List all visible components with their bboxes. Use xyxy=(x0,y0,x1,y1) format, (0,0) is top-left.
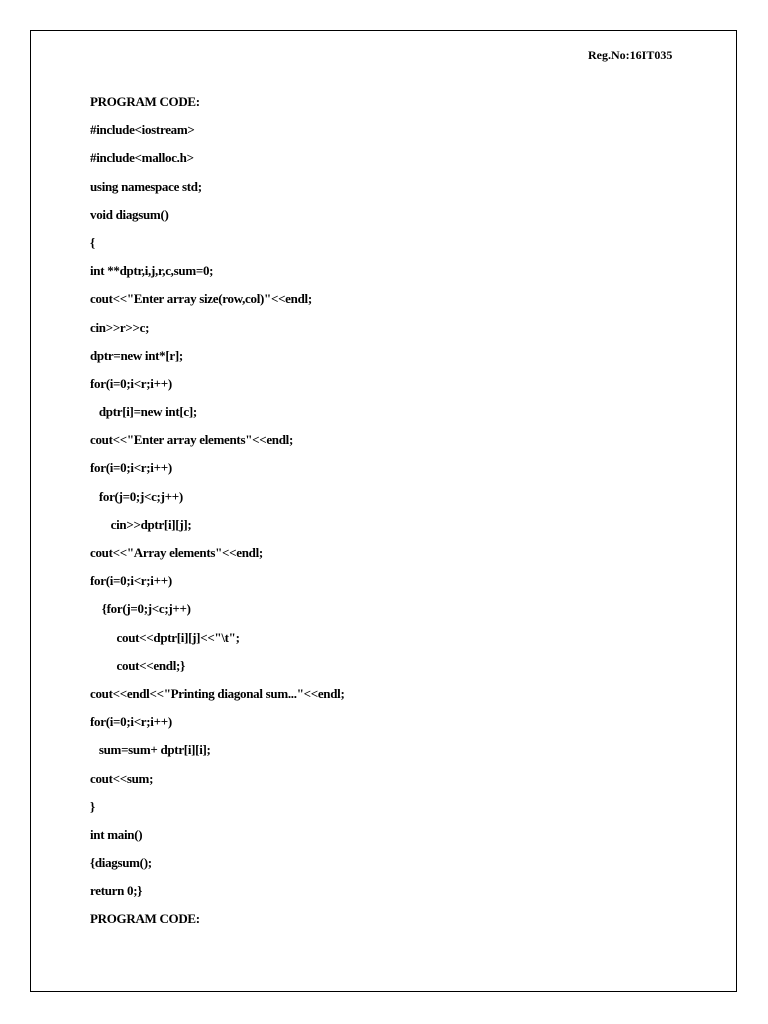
code-line: {diagsum(); xyxy=(90,855,152,871)
code-line: for(i=0;i<r;i++) xyxy=(90,573,172,589)
code-line: void diagsum() xyxy=(90,206,169,222)
code-line: cout<<dptr[i][j]<<"\t"; xyxy=(90,629,240,645)
code-line: } xyxy=(90,798,95,814)
code-line: #include<iostream> xyxy=(90,122,195,138)
code-line: cin>>r>>c; xyxy=(90,319,150,335)
code-line: int **dptr,i,j,r,c,sum=0; xyxy=(90,263,214,279)
code-line: return 0;} xyxy=(90,883,143,899)
code-line: cout<<sum; xyxy=(90,770,154,786)
code-line: cout<<"Enter array elements"<<endl; xyxy=(90,432,294,448)
code-line: cout<<"Enter array size(row,col)"<<endl; xyxy=(90,291,312,307)
code-line: for(j=0;j<c;j++) xyxy=(90,488,183,504)
code-line: cout<<endl<<"Printing diagonal sum..."<<endl; xyxy=(90,685,345,701)
code-line: sum=sum+ dptr[i][i]; xyxy=(90,742,211,758)
code-line: {for(j=0;j<c;j++) xyxy=(90,601,191,617)
code-line: dptr[i]=new int[c]; xyxy=(90,404,197,420)
code-line: for(i=0;i<r;i++) xyxy=(90,460,172,476)
code-line: for(i=0;i<r;i++) xyxy=(90,375,172,391)
program-code-listing xyxy=(90,91,345,937)
code-line: for(i=0;i<r;i++) xyxy=(90,714,172,730)
code-line: PROGRAM CODE: xyxy=(90,911,200,927)
code-line: dptr=new int*[r]; xyxy=(90,347,183,363)
code-line: cout<<endl;} xyxy=(90,657,185,673)
code-line: cout<<"Array elements"<<endl; xyxy=(90,545,263,560)
code-line: using namespace std; xyxy=(90,178,202,194)
code-line: cin>>dptr[i][j]; xyxy=(90,516,192,532)
code-line: { xyxy=(90,234,95,250)
code-line: int main() xyxy=(90,826,143,842)
code-line: #include<malloc.h> xyxy=(90,150,194,166)
registration-number: Reg.No:16IT035 xyxy=(588,48,673,62)
code-line: PROGRAM CODE: xyxy=(90,94,200,109)
